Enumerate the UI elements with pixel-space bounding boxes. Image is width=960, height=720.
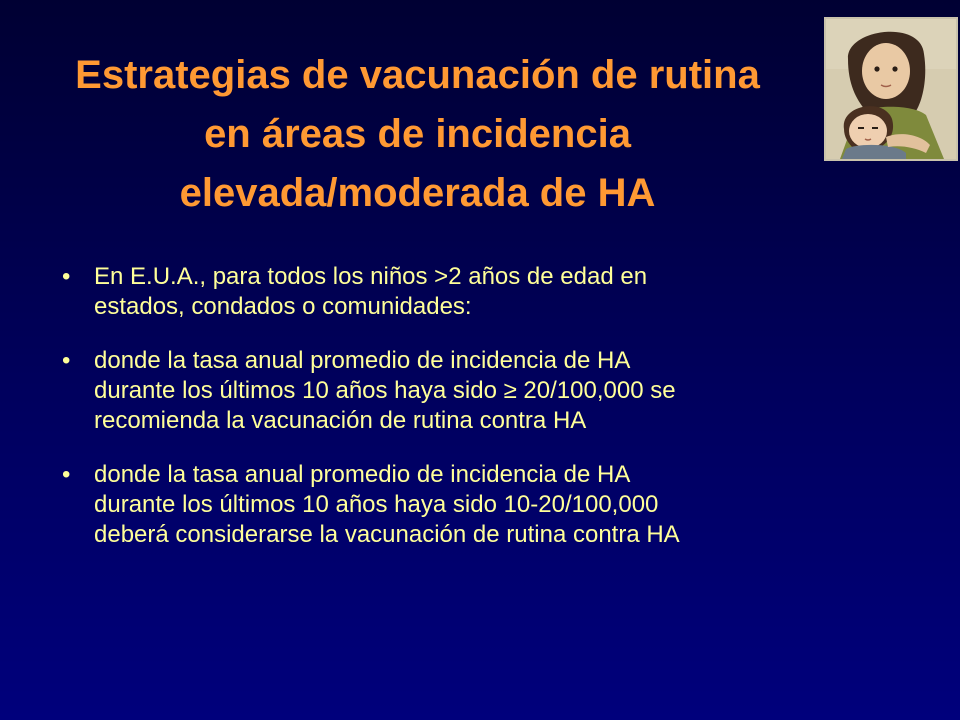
bullet-text-line: durante los últimos 10 años haya sido ≥ 20/100,000 se [94,377,676,404]
bullet-marker: • [62,263,71,290]
bullet-item [62,346,892,436]
bullet-text-line: donde la tasa anual promedio de incidencia de HA [94,461,631,488]
bullet-text-line: donde la tasa anual promedio de incidencia de HA [94,347,631,374]
slide-title-line: en áreas de incidencia [204,112,631,156]
painting-illustration [826,19,956,159]
bullet-text-line: deberá considerarse la vacunación de rutina contra HA [94,521,680,548]
slide-title [0,46,835,223]
bullet-text-line: estados, condados o comunidades: [94,293,472,320]
bullet-text-line: durante los últimos 10 años haya sido 10-20/100,000 [94,491,659,518]
bullet-item [62,262,892,322]
bullet-item [62,460,892,550]
bullet-text-line: recomienda la vacunación de rutina contra HA [94,407,587,434]
painting-mother-child-image [824,17,958,161]
bullet-text-line: En E.U.A., para todos los niños >2 años de edad en [94,263,648,290]
bullet-list [62,262,892,574]
slide-title-line: Estrategias de vacunación de rutina [75,53,760,97]
bullet-marker: • [62,461,71,488]
bullet-marker: • [62,347,71,374]
slide-title-line: elevada/moderada de HA [179,171,656,215]
